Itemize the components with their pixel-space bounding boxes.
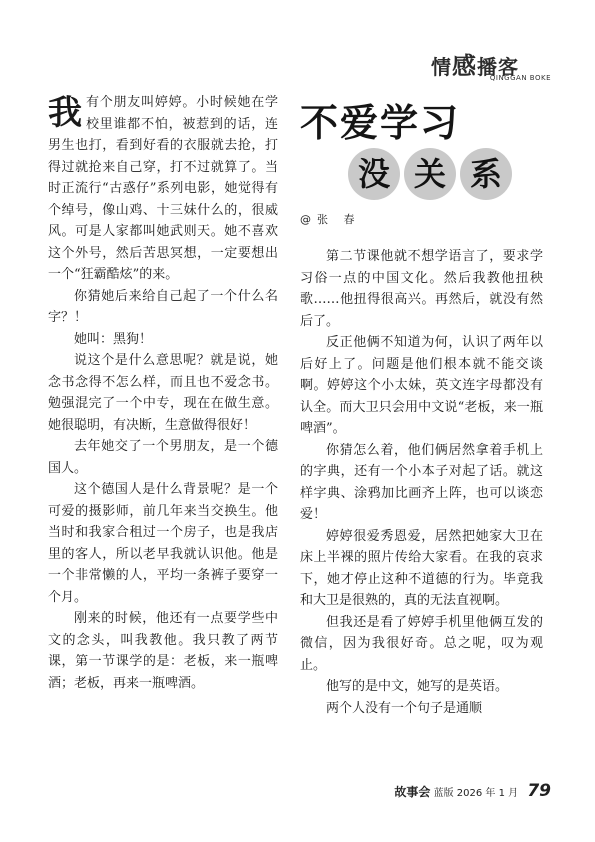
subtitle-char: 没: [348, 148, 400, 200]
article-title: 不爱学习: [300, 101, 461, 145]
section-logo: [431, 46, 551, 80]
paragraph-text: 有个朋友叫婷婷。小时候她在学校里谁都不怕，被惹到的话，连男生也打，看到好看的衣服就去抢，打得过就抢来自己穿，打不过就算了。当时正流行“古惑仔”系列电影，她觉得有个绰号，像山鸡、十三妹什么的，很威风。可是人家都叫她武则天。她不喜欢这个外号，然后苦思冥想，一定要想出一个“狂霸酷炫”的来。: [48, 95, 278, 282]
section-title-char-1: 情: [431, 55, 452, 79]
paragraph: 去年她交了一个男朋友，是一个德国人。: [48, 439, 278, 476]
paragraph: 两个人没有一个句子是通顺: [326, 700, 483, 716]
paragraph: 第二节课他就不想学语言了，要求学习俗一点的中国文化。然后我教他扭秧歌……他扭得很高兴。再然后，就没有然后了。: [300, 249, 543, 329]
section-subtitle: QINGGAN BOKE: [489, 74, 551, 82]
paragraph: 婷婷很爱秀恩爱，居然把她家大卫在床上半裸的照片传给大家看。在我的哀求下，她才停止这种不道德的行为。毕竟我和大卫是很熟的，真的无法直视啊。: [300, 528, 543, 608]
paragraph: [48, 92, 278, 286]
paragraph: 他写的是中文，她写的是英语。: [326, 679, 509, 694]
page-footer: [394, 781, 551, 801]
paragraph: 你猜她后来给自己起了一个什么名字？！: [48, 288, 278, 325]
paragraph: 但我还是看了婷婷手机里他俩互发的微信，因为我很好奇。总之呢，叹为观止。: [300, 614, 543, 673]
subtitle-char: 关: [404, 148, 456, 200]
article-left-column: [48, 92, 278, 694]
section-title-rest: 播客: [477, 55, 519, 79]
paragraph: 你猜怎么着，他们俩居然拿着手机上的字典，还有一个小本子对起了话。就这样字典、涂鸦加比画齐上阵，也可以谈恋爱！: [300, 442, 543, 522]
magazine-name: 故事会: [394, 785, 431, 799]
author-byline: @张 春: [300, 213, 361, 226]
section-title-char-2: 感: [452, 52, 477, 80]
article-right-column: [300, 246, 543, 719]
article-subtitle: [348, 148, 516, 200]
paragraph: 她叫：黑狗！: [74, 331, 153, 347]
page-number: 79: [527, 781, 551, 801]
subtitle-char: 系: [460, 148, 512, 200]
paragraph: 反正他俩不知道为何，认识了两年以后好上了。问题是他们根本就不能交谈啊。婷婷这个小太妹，英文连字母都没有认全。而大卫只会用中文说“老板，来一瓶啤酒”。: [300, 335, 543, 436]
paragraph: 这个德国人是什么背景呢？是一个可爱的摄影师，前几年来当交换生。他当时和我家合租过一个房子，也是我店里的客人，所以老早我就认识他。他是一个非常懒的人，平均一条裤子要穿一个月。: [48, 482, 278, 605]
paragraph: 刚来的时候，他还有一点要学些中文的念头，叫我教他。我只教了两节课，第一节课学的是：老板，来一瓶啤酒；老板，再来一瓶啤酒。: [48, 611, 278, 691]
paragraph: 说这个是什么意思呢？就是说，她念书念得不怎么样，而且也不爱念书。勉强混完了一个中专，现在在做生意。她很聪明，有决断，生意做得很好！: [48, 353, 278, 433]
edition-date: 蓝版 2026 年 1 月: [433, 788, 519, 799]
dropcap: 我: [48, 93, 82, 133]
